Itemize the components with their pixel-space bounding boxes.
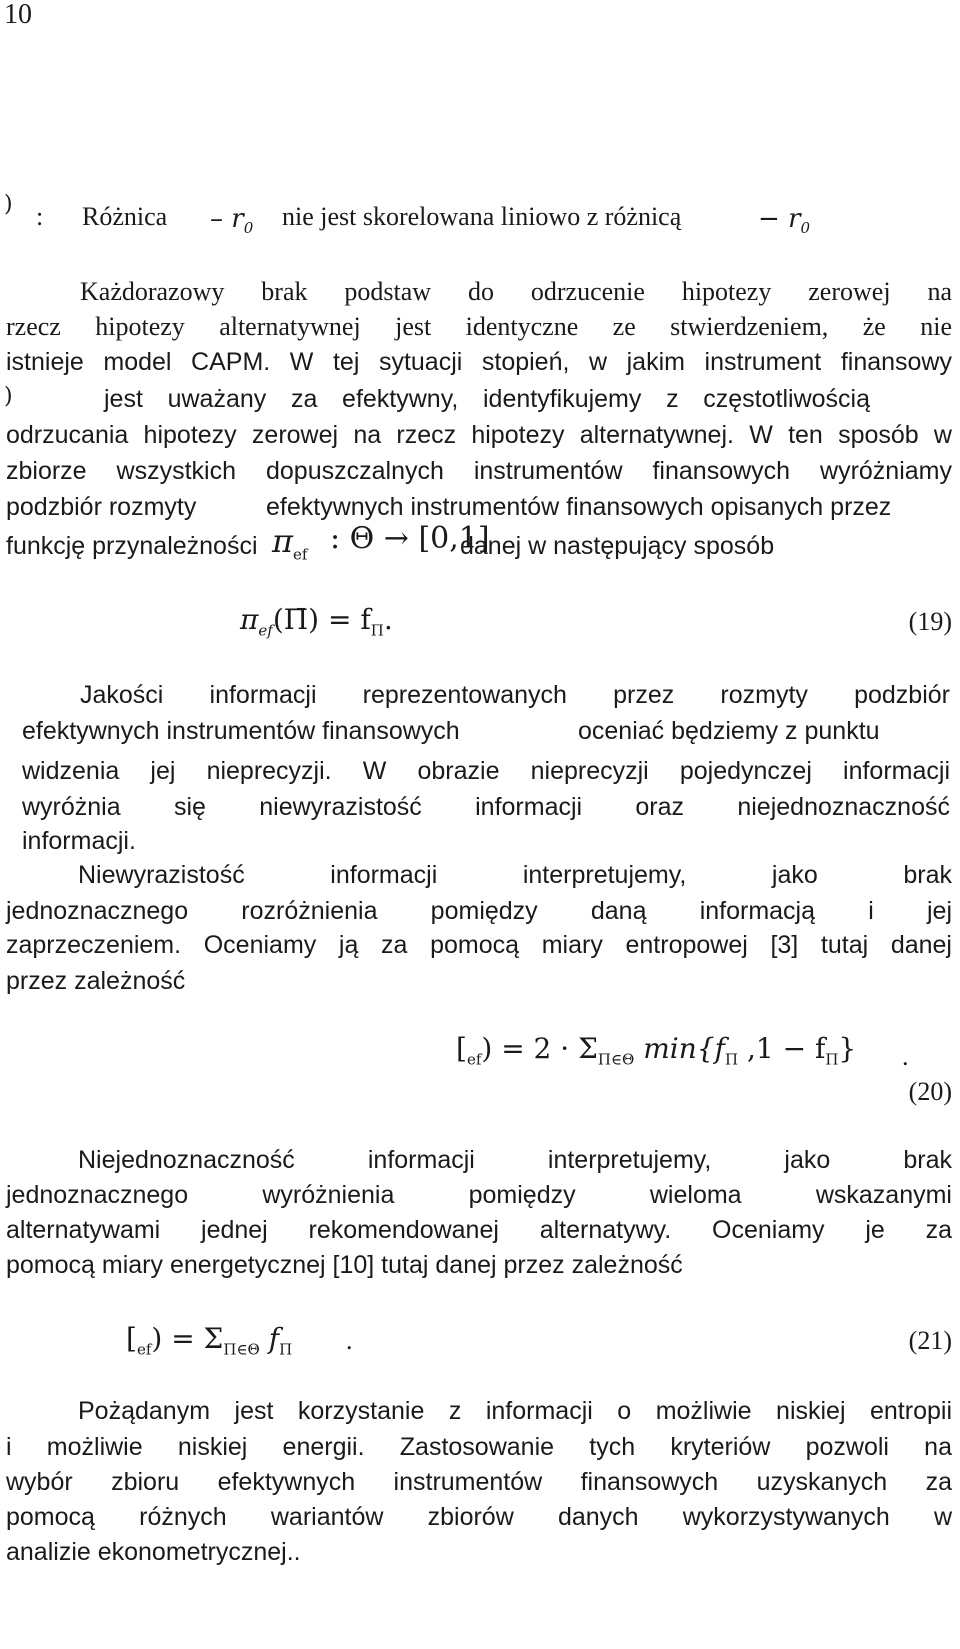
para3-line1: Niewyrazistość informacji interpretujemy, jako brak xyxy=(78,861,952,889)
hypothesis-marker: : xyxy=(36,202,44,231)
para3-line2: jednoznacznego rozróżnienia pomiędzy daną informacją i jej xyxy=(6,897,952,925)
para5-line2: i możliwie niskiej energii. Zastosowanie tych kryteriów pozwoli na xyxy=(6,1433,952,1461)
equation-20-number: (20) xyxy=(908,1077,952,1106)
para5-line4: pomocą różnych wariantów zbiorów danych wykorzystywanych w xyxy=(6,1503,952,1531)
page-number: 10 xyxy=(4,0,32,30)
para4-line2: jednoznacznego wyróżnienia pomiędzy wieloma wskazanymi xyxy=(6,1181,952,1209)
para2-line5: informacji. xyxy=(22,827,136,855)
equation-20: $[_{ef}) = 2 \cdot \Sigma_{\Pi\in\Theta}$ $\min\{f_\Pi$ $,1 - f_\Pi$} xyxy=(456,1032,857,1069)
para5-line1: Pożądanym jest korzystanie z informacji o możliwie niskiej entropii xyxy=(78,1397,952,1425)
para2-line2a: efektywnych instrumentów finansowych xyxy=(22,717,460,745)
hypothesis-fragment: ) xyxy=(4,192,13,217)
para1-line3: istnieje model CAPM. W tej sytuacji stopień, w jakim instrument finansowy xyxy=(6,348,952,376)
para1-fragment: ) xyxy=(4,384,13,409)
equation-20-dot: . xyxy=(902,1042,909,1071)
para1-line2: rzecz hipotezy alternatywnej jest identyczne ze stwierdzeniem, że nie xyxy=(6,312,952,341)
r0-symbol: – $r_0$ xyxy=(210,204,254,238)
equation-21-number: (21) xyxy=(908,1326,952,1355)
para2-line1: Jakości informacji reprezentowanych przez rozmyty podzbiór xyxy=(80,681,950,709)
equation-19-number: (19) xyxy=(908,607,952,636)
para1-line7b: efektywnych instrumentów finansowych opisanych przez xyxy=(266,493,892,521)
para1-line8a: funkcję przynależności xyxy=(6,532,258,560)
para4-line4: pomocą miary energetycznej [10] tutaj danej przez zależność xyxy=(6,1251,683,1279)
equation-21: $[_{ef}) = \Sigma_{\Pi\in\Theta}$ $f_\Pi$ xyxy=(126,1322,293,1359)
hypothesis-text-2: nie jest skorelowana liniowo z różnicą xyxy=(282,202,682,231)
para2-line2b: oceniać będziemy z punktu xyxy=(578,717,880,745)
para1-line4: jest uważany za efektywny, identyfikujemy z częstotliwością xyxy=(104,385,870,413)
para4-line3: alternatywami jednej rekomendowanej alternatywy. Oceniamy je za xyxy=(6,1216,952,1244)
pi-ef-symbol: $\pi_{ef}$ xyxy=(272,522,308,564)
para2-line3: widzenia jej nieprecyzji. W obrazie nieprecyzji pojedynczej informacji xyxy=(22,757,950,785)
para3-line4: przez zależność xyxy=(6,967,186,995)
para1-line8b: danej w następujący sposób xyxy=(460,532,775,560)
membership-map: : Θ → [0,1] xyxy=(330,521,490,556)
para1-line5: odrzucania hipotezy zerowej na rzecz hipotezy alternatywnej. W ten sposób w xyxy=(6,421,952,449)
equation-19: $\pi_{ef}(\Pī) = f_\Pi$. xyxy=(240,603,393,640)
para4-line1: Niejednoznaczność informacji interpretujemy, jako brak xyxy=(78,1146,952,1174)
para5-line3: wybór zbioru efektywnych instrumentów finansowych uzyskanych za xyxy=(6,1468,952,1496)
para1-line1: Każdorazowy brak podstaw do odrzucenie hipotezy zerowej na xyxy=(80,277,952,306)
hypothesis-text-1: Różnica xyxy=(82,202,168,231)
para1-line6: zbiorze wszystkich dopuszczalnych instrumentów finansowych wyróżniamy xyxy=(6,457,952,485)
r0-symbol-2: − $r_0$ xyxy=(758,204,811,238)
equation-21-dot: . xyxy=(346,1326,353,1355)
para1-line7a: podzbiór rozmyty xyxy=(6,493,197,521)
para5-line5: analizie ekonometrycznej.. xyxy=(6,1538,301,1566)
para3-line3: zaprzeczeniem. Oceniamy ją za pomocą miary entropowej [3] tutaj danej xyxy=(6,931,952,959)
para2-line4: wyróżnia się niewyrazistość informacji oraz niejednoznaczność xyxy=(22,793,950,821)
